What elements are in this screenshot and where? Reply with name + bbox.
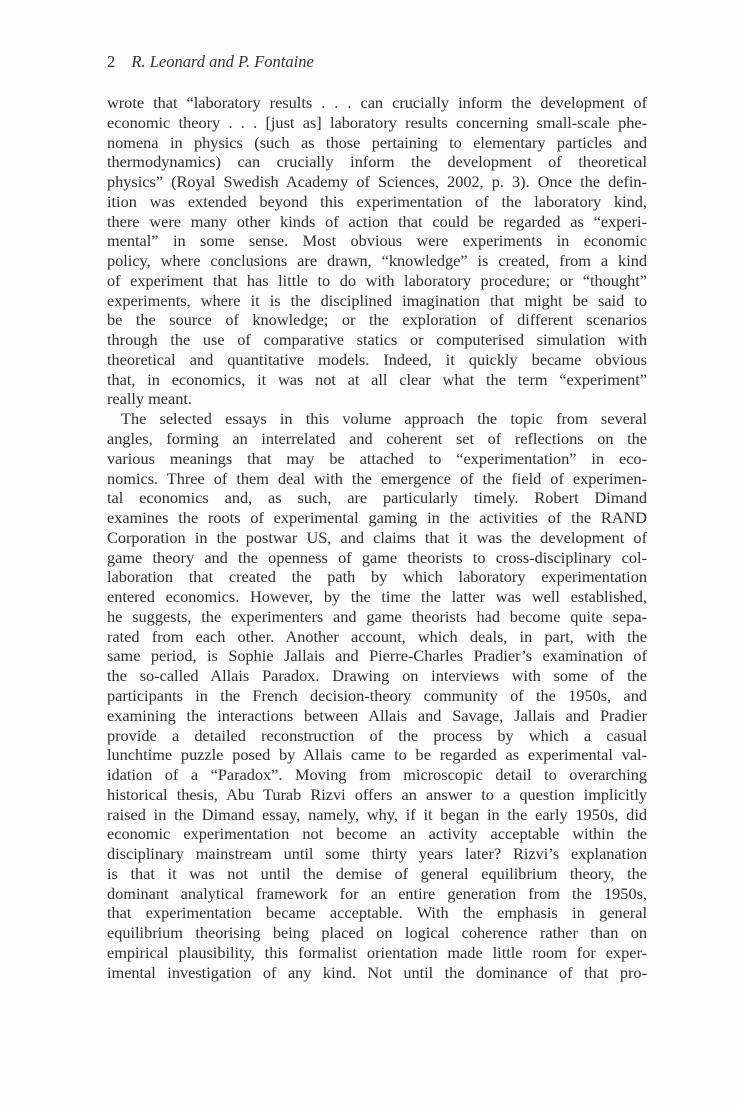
- text-line: angles, forming an interrelated and coherent set of reflections on the: [107, 429, 647, 449]
- text-line: Corporation in the postwar US, and claims that it was the development of: [107, 527, 647, 547]
- text-line: there were many other kinds of action that could be regarded as “experi-: [107, 211, 647, 231]
- text-line: laboration that created the path by which laboratory experimentation: [107, 567, 647, 587]
- body-text: [107, 93, 647, 982]
- text-line: examines the roots of experimental gaming in the activities of the RAND: [107, 508, 647, 528]
- running-head-authors: R. Leonard and P. Fontaine: [131, 52, 314, 71]
- text-line: rated from each other. Another account, which deals, in part, with the: [107, 626, 647, 646]
- text-line: that, in economics, it was not at all clear what the term “experiment”: [107, 369, 647, 389]
- text-line: be the source of knowledge; or the exploration of different scenarios: [107, 310, 647, 330]
- text-line: same period, is Sophie Jallais and Pierre-Charles Pradier’s examination of: [107, 646, 647, 666]
- text-line: raised in the Dimand essay, namely, why, if it began in the early 1950s, did: [107, 804, 647, 824]
- text-line: various meanings that may be attached to “experimentation” in eco-: [107, 448, 647, 468]
- text-line: economic theory . . . [just as] laboratory results concerning small-scale phe-: [107, 112, 647, 132]
- text-line: the so-called Allais Paradox. Drawing on interviews with some of the: [107, 666, 647, 686]
- text-line: policy, where conclusions are drawn, “knowledge” is created, from a kind: [107, 251, 647, 271]
- text-line: participants in the French decision-theory community of the 1950s, and: [107, 685, 647, 705]
- text-line: mental” in some sense. Most obvious were experiments in economic: [107, 231, 647, 251]
- text-line: thermodynamics) can crucially inform the development of theoretical: [107, 152, 647, 172]
- text-line: examining the interactions between Allais and Savage, Jallais and Pradier: [107, 705, 647, 725]
- text-line: provide a detailed reconstruction of the process by which a casual: [107, 725, 647, 745]
- text-line: empirical plausibility, this formalist orientation made little room for exper-: [107, 942, 647, 962]
- paragraph: [107, 93, 647, 409]
- text-line: he suggests, the experimenters and game theorists had become quite sepa-: [107, 606, 647, 626]
- text-line: imental investigation of any kind. Not until the dominance of that pro-: [107, 962, 647, 982]
- text-line: is that it was not until the demise of general equilibrium theory, the: [107, 863, 647, 883]
- text-line: disciplinary mainstream until some thirty years later? Rizvi’s explanation: [107, 844, 647, 864]
- text-line: tal economics and, as such, are particularly timely. Robert Dimand: [107, 488, 647, 508]
- running-head: [107, 52, 314, 72]
- text-line: lunchtime puzzle posed by Allais came to be regarded as experimental val-: [107, 745, 647, 765]
- text-line: experiments, where it is the disciplined imagination that might be said to: [107, 290, 647, 310]
- text-line: entered economics. However, by the time the latter was well established,: [107, 587, 647, 607]
- page-number: 2: [107, 52, 116, 71]
- text-line: of experiment that has little to do with laboratory procedure; or “thought”: [107, 270, 647, 290]
- text-line: game theory and the openness of game theorists to cross-disciplinary col-: [107, 547, 647, 567]
- text-line: historical thesis, Abu Turab Rizvi offers an answer to a question implicitly: [107, 784, 647, 804]
- text-line: that experimentation became acceptable. With the emphasis in general: [107, 903, 647, 923]
- text-line: nomena in physics (such as those pertaining to elementary particles and: [107, 132, 647, 152]
- text-line: equilibrium theorising being placed on logical coherence rather than on: [107, 923, 647, 943]
- text-line: The selected essays in this volume approach the topic from several: [121, 409, 647, 429]
- text-line: really meant.: [107, 389, 192, 409]
- text-line: economic experimentation not become an activity acceptable within the: [107, 824, 647, 844]
- text-line: theoretical and quantitative models. Indeed, it quickly became obvious: [107, 349, 647, 369]
- text-line: ition was extended beyond this experimentation of the laboratory kind,: [107, 191, 647, 211]
- text-line: dominant analytical framework for an entire generation from the 1950s,: [107, 883, 647, 903]
- paragraph: [107, 409, 647, 982]
- text-line: wrote that “laboratory results . . . can crucially inform the development of: [107, 93, 647, 112]
- text-line: physics” (Royal Swedish Academy of Sciences, 2002, p. 3). Once the defin-: [107, 172, 647, 192]
- text-line: idation of a “Paradox”. Moving from microscopic detail to overarching: [107, 765, 647, 785]
- text-line: through the use of comparative statics or computerised simulation with: [107, 330, 647, 350]
- text-line: nomics. Three of them deal with the emergence of the field of experimen-: [107, 468, 647, 488]
